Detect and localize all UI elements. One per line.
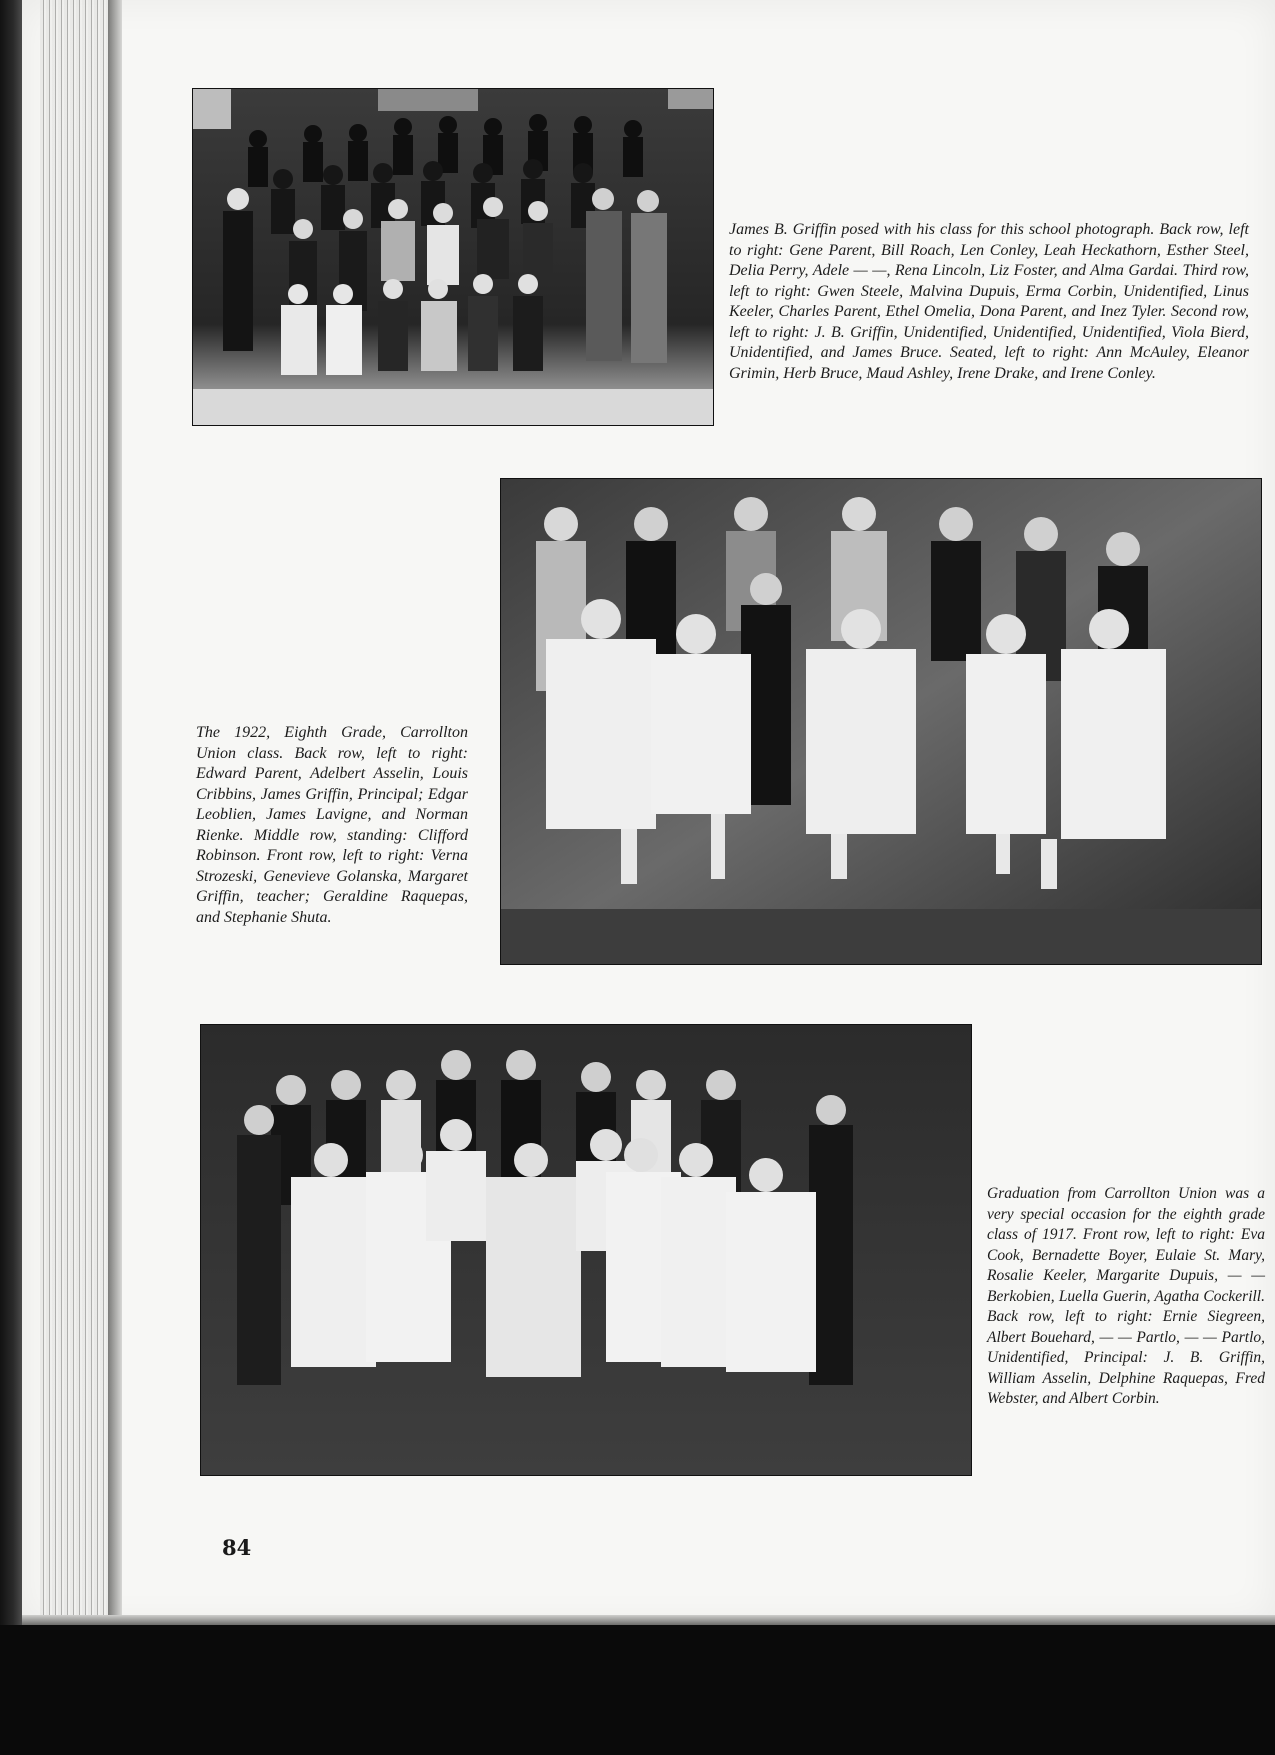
caption-middle: The 1922, Eighth Grade, Carrollton Union class. Back row, left to right: Edward Parent, Adelbert Asselin, Louis Cribbins, James Griffin, Principal; Edgar Leoblien, James Lavigne, and Norman Rienke. Middle row, standing: Clifford Robinson. Front row, left to right: Verna Strozeski, Genevieve Golanska, Margaret Griffin, teacher; Geraldine Raquepas, and Stephanie Shuta. bbox=[196, 724, 468, 926]
graduation-photo-1917 bbox=[200, 1024, 972, 1476]
page-number: 84 bbox=[222, 1535, 252, 1560]
book-gutter bbox=[0, 0, 22, 1625]
caption-top: James B. Griffin posed with his class for this school photograph. Back row, left to right: Gene Parent, Bill Roach, Len Conley, Leah Heckathorn, Esther Steel, Delia Perry, Adele — —, Rena Lincoln, Liz Foster, and Alma Gardai. Third row, left to right: Gwen Steele, Malvina Dupuis, Erma Corbin, Unidentified, Linus Keeler, Charles Parent, Ethel Omelia, Dona Parent, and Inez Tyler. Second row, left to right: J. B. Griffin, Unidentified, Unidentified, Unidentified, Viola Bierd, Unidentified, and James Bruce. Seated, left to right: Ann McAuley, Eleanor Grimin, Herb Bruce, Maud Ashley, Irene Drake, and Irene Conley. bbox=[729, 221, 1249, 382]
class-photo-1922 bbox=[500, 478, 1262, 965]
scanner-bed-shadow bbox=[0, 1625, 1275, 1755]
class-photo-outdoor bbox=[192, 88, 714, 426]
caption-bottom: Graduation from Carrollton Union was a very special occasion for the eighth grade class of 1917. Front row, left to right: Eva Cook, Bernadette Boyer, Eulaie St. Mary, Rosalie Keeler, Margarite Dupuis, — — Berkobien, Luella Guerin, Agatha Cockerill. Back row, left to right: Ernie Siegreen, Albert Bouehard, — — Partlo, — — Partlo, Unidentified, Principal: J. B. Griffin, William Asselin, Delphine Raquepas, Fred Webster, and Albert Corbin. bbox=[987, 1185, 1265, 1407]
page-edge-shadow bbox=[108, 0, 122, 1615]
book-page bbox=[22, 0, 1275, 1625]
